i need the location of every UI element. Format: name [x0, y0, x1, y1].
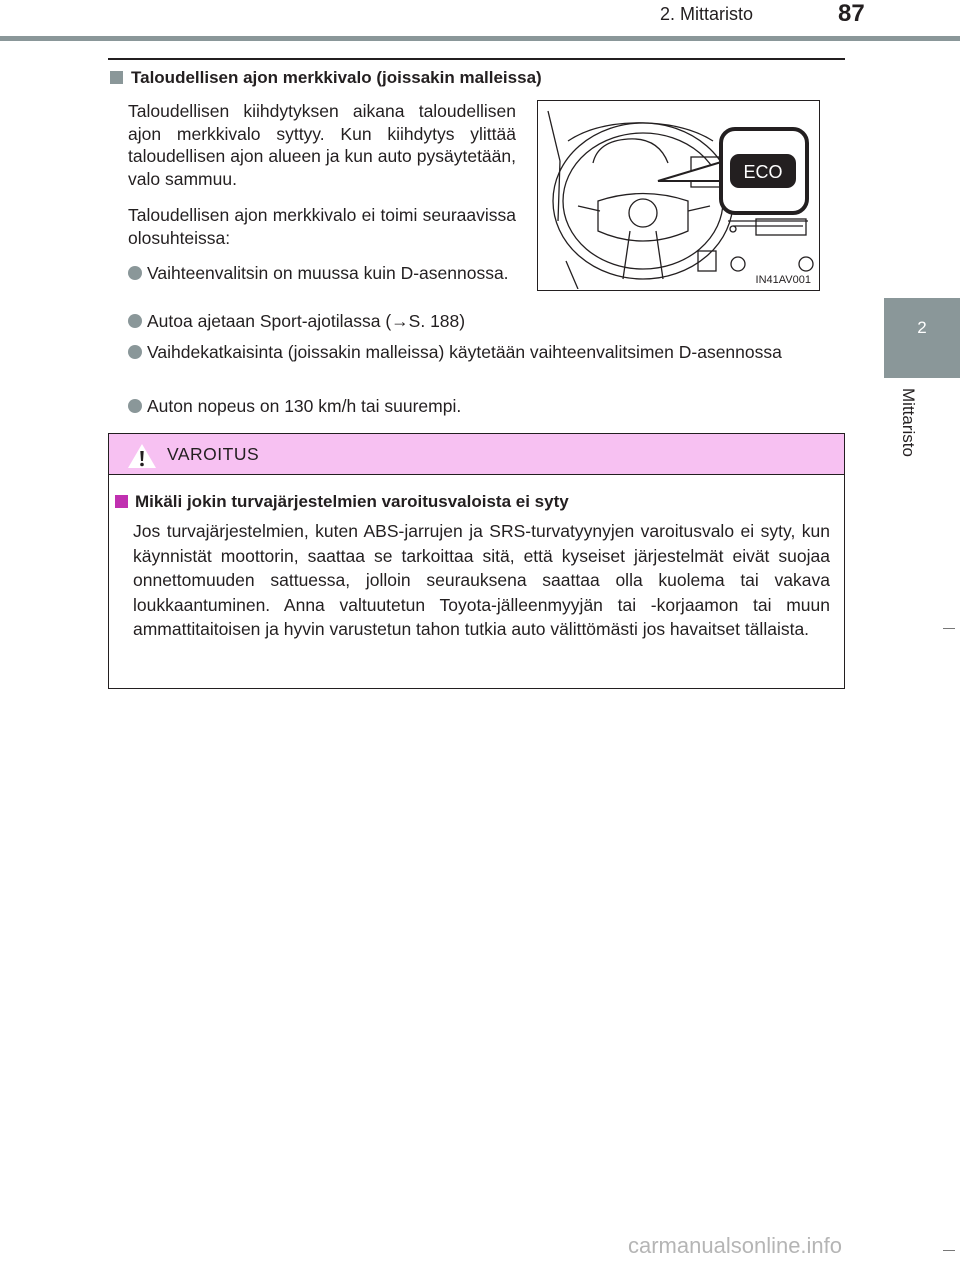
warning-title: VAROITUS — [167, 444, 260, 464]
section-heading: Taloudellisen ajon merkkivalo (joissakin malleissa) — [110, 68, 542, 88]
steering-wheel-drawing — [538, 101, 818, 289]
bullet-dot-icon — [128, 266, 142, 280]
watermark: carmanualsonline.info — [628, 1233, 843, 1258]
illustration-code: IN41AV001 — [755, 274, 811, 286]
header-section-title: 2. Mittaristo — [660, 4, 754, 24]
paragraph-eco-description: Taloudellisen kiihdytyksen aikana taloudellisen ajon merkkivalo syttyy. Kun kiihdytys ylittää taloudellisen ajon alueen ja kun auto pysäytetään, valo sammuu. — [128, 101, 516, 189]
paragraph-conditions-intro: Taloudellisen ajon merkkivalo ei toimi seuraavissa olosuhteissa: — [128, 205, 516, 248]
chapter-number: 2 — [917, 318, 927, 337]
warning-header — [109, 434, 844, 475]
square-bullet-icon — [115, 495, 128, 508]
warning-body: Jos turvajärjestelmien, kuten ABS-jarrujen ja SRS-turvatyynyjen varoitusvalo ei syty, kun käynnistät moottorin, saattaa se tarkoittaa sitä, että kyseiset järjestelmät eivät suojaa onnettomuuden sattuessa, jolloin seurauksena saattaa olla kuolema tai vakava loukkaantuminen. Anna valtuutetun Toyota-jälleenmyyjän tai -korjaamon tai muun ammattitaitoisen ja hyvin varustetun tahon tutkia auto välittömästi jos havaitset tällaista. — [133, 521, 830, 639]
chapter-label: Mittaristo — [899, 388, 918, 457]
section-rule — [108, 58, 845, 60]
chapter-tab[interactable] — [884, 298, 960, 378]
list-item: Auton nopeus on 130 km/h tai suurempi. — [128, 395, 844, 418]
bullet-dot-icon — [128, 399, 142, 413]
square-bullet-icon — [110, 71, 123, 84]
warning-triangle-icon — [127, 443, 157, 469]
list-item: Autoa ajetaan Sport-ajotilassa (→S. 188) — [128, 310, 547, 333]
bullet-dot-icon — [128, 345, 142, 359]
bullet-dot-icon — [128, 314, 142, 328]
dashboard-illustration — [537, 100, 820, 291]
margin-tick — [943, 628, 955, 629]
warning-subheading: Mikäli jokin turvajärjestelmien varoitusvaloista ei syty — [115, 492, 569, 512]
margin-tick — [943, 1250, 955, 1251]
header-rule — [0, 36, 960, 41]
list-item: Vaihteenvalitsin on muussa kuin D-asennossa. — [128, 262, 517, 285]
eco-badge-text: ECO — [743, 162, 783, 182]
warning-box — [108, 433, 845, 689]
page-number: 87 — [838, 0, 865, 27]
list-item: Vaihdekatkaisinta (joissakin malleissa) käytetään vaihteenvalitsimen D-asennossa — [128, 341, 844, 364]
